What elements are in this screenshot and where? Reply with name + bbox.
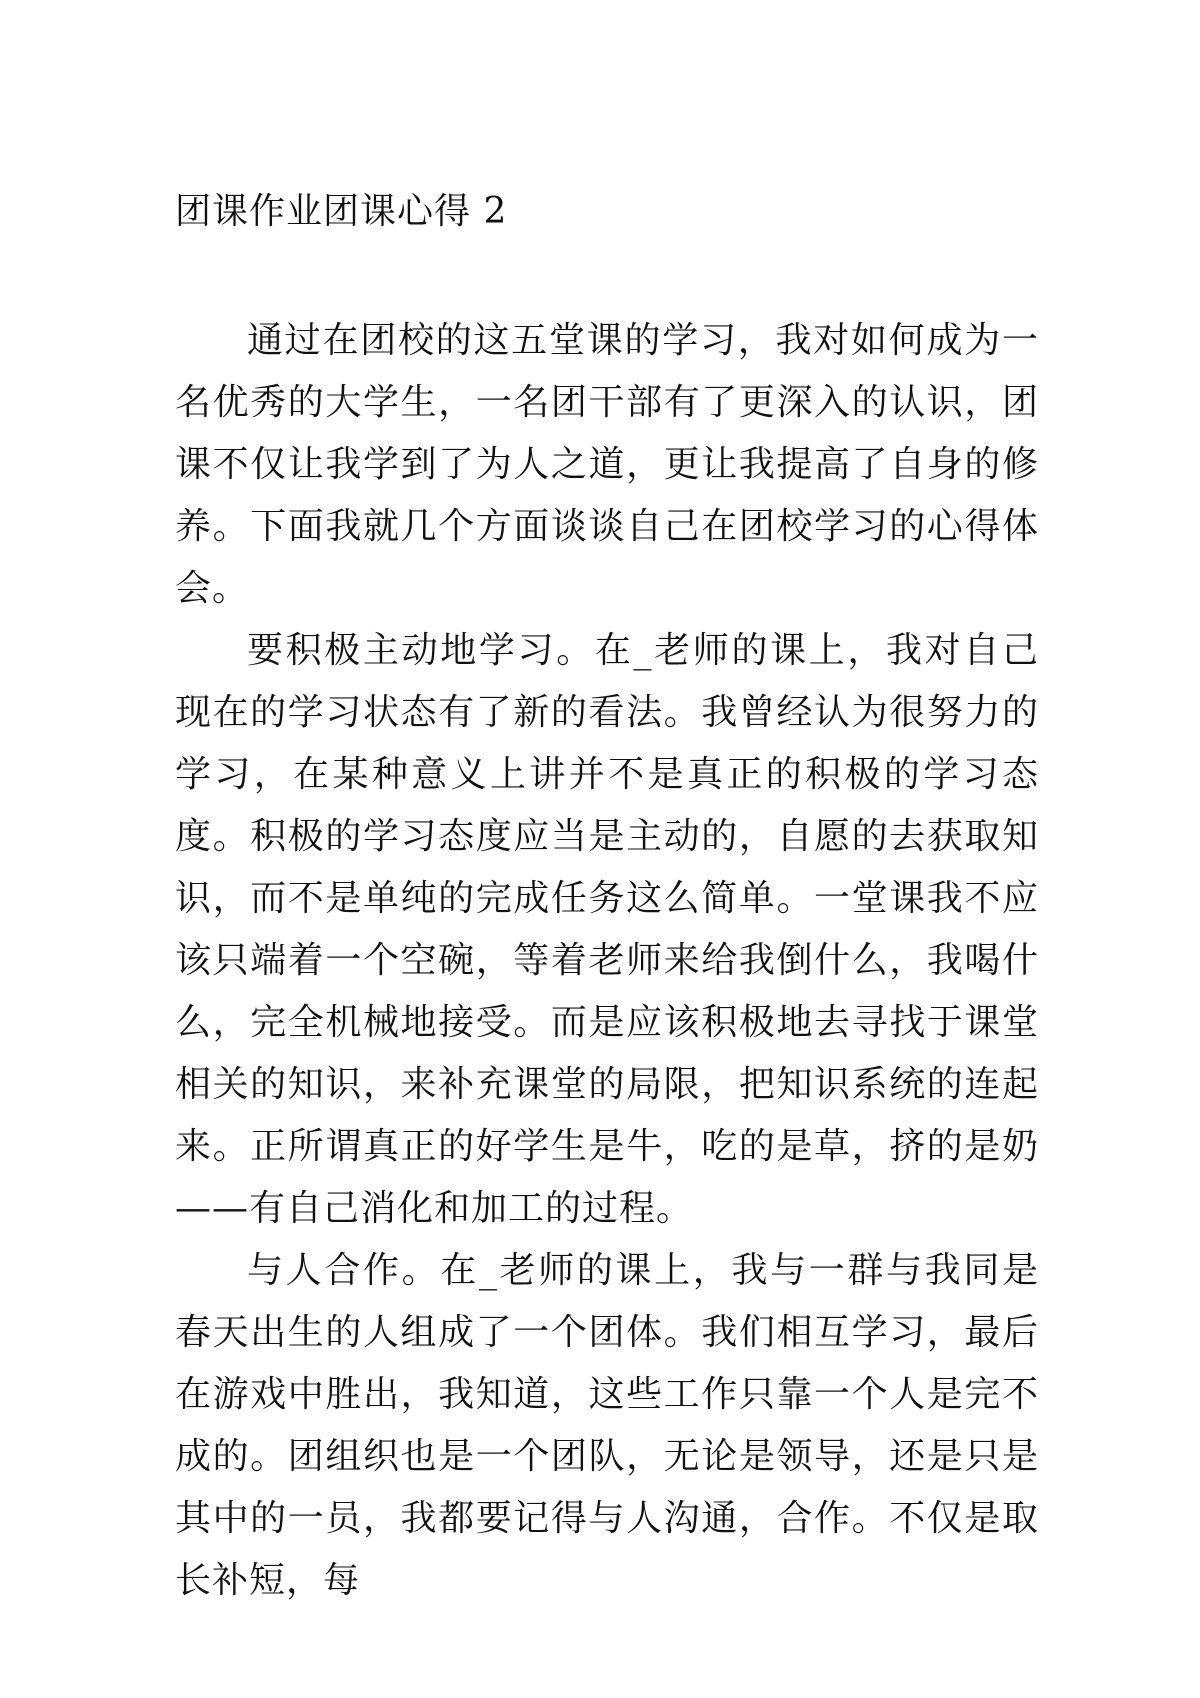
document-body [175,310,1039,1612]
document-title: 团课作业团课心得 2 [175,191,508,232]
paragraph-cooperation: 与人合作。在_老师的课上，我与一群与我同是春天出生的人组成了一个团体。我们相互学习，最后在游戏中胜出，我知道，这些工作只靠一个人是完不成的。团组织也是一个团队，无论是领导，还是只是其中的一员，我都要记得与人沟通，合作。不仅是取长补短，每 [175,1250,1039,1601]
paragraph-active-learning: 要积极主动地学习。在_老师的课上，我对自己现在的学习状态有了新的看法。我曾经认为很努力的学习，在某种意义上讲并不是真正的积极的学习态度。积极的学习态度应当是主动的，自愿的去获取知识，而不是单纯的完成任务这么简单。一堂课我不应该只端着一个空碗，等着老师来给我倒什么，我喝什么，完全机械地接受。而是应该积极地去寻找于课堂相关的知识，来补充课堂的局限，把知识系统的连起来。正所谓真正的好学生是牛，吃的是草，挤的是奶——有自己消化和加工的过程。 [175,630,1039,1229]
paragraph-intro: 通过在团校的这五堂课的学习，我对如何成为一名优秀的大学生，一名团干部有了更深入的认识，团课不仅让我学到了为人之道，更让我提高了自身的修养。下面我就几个方面谈谈自己在团校学习的心得体会。 [175,320,1039,609]
